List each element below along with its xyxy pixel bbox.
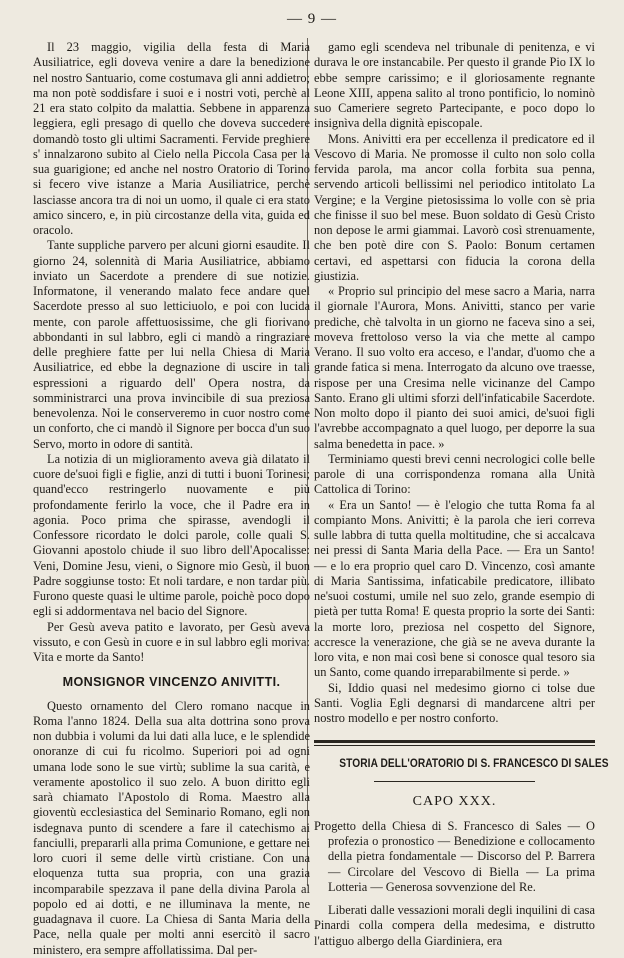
paragraph: Liberati dalle vessazioni morali degli inquilini di casa Pinardi colla compera della medesima, e distrutto l'attiguo albergo della Giardiniera, era (314, 903, 595, 948)
page-number: — 9 — (287, 11, 337, 27)
paragraph: Mons. Anivitti era per eccellenza il predicatore ed il Vescovo di Maria. Ne promosse il culto non solo colla fervida parola, ma ancor colla forbita sua penna, servendo articoli bellissimi nel periodico intitolato La Vergine; e la Vergine pietosissima lo volle con sè pria che finisse il suo bel mese. Buon soldato di Gesù Cristo non depose le armi giammai. Lavorò così strenuamente, che ben potè dire con S. Paolo: Bonum certamen certavi, ed aspettarsi con fiducia la corona della giustizia. (314, 131, 595, 283)
paragraph: Questo ornamento del Clero romano nacque in Roma l'anno 1824. Della sua alta dottrina sono prova non dubbia i volumi da lui dati alla luce, e le splendide onoranze di cui fu ricolmo. Superiori poi ad ogni umana lode sono le sue virtù; sublime la sua carità, e veramente apostolico il suo zelo. A buon diritto egli sarà chiamato l'Apostolo di Roma. Maestro alla gioventù ecclesiastica del Seminario Romano, egli non isdegnava punto di scendere a fare il catechismo ai fanciulli, prepararli alla prima Comunione, e gettare nei loro cuori il seme delle virtù cristiane. Con una eloquenza tutta sua propria, con una grazia incomparabile spezzava il pane della divina Parola al popolo ed ai dotti, e ne illuminava la mente, ne guadagnava il cuore. La Chiesa di Santa Maria della Pace, nella quale per molti anni esercitò il sacro ministero, era sempre affollatissima. Dal per- (33, 698, 310, 957)
section-double-rule (314, 740, 595, 746)
paragraph: Si, Iddio quasi nel medesimo giorno ci tolse due Santi. Voglia Egli degnarsi di mandarcene altri per nostro modello e per nostro conforto. (314, 680, 595, 725)
paragraph: Il 23 maggio, vigilia della festa di Maria Ausiliatrice, egli doveva venire a dare la benedizione nel nostro Santuario, come costumava gli anni addietro; ma non potè soddisfare i suoi e i nostri voti, perchè al 21 era stato colpito da malattia. Sebbene in apparenza leggiera, egli presago di quello che doveva succedere domandò tosto gli ultimi Sacramenti. Fervide preghiere s' innalzarono subito al Cielo nella Piccola Casa per la sua guarigione; ed anche nel nostro Oratorio di Torino si fecero vive istanze a Maria Ausiliatrice, perchè lasciasse ancora tra di noi un uomo, il quale ci era stato amico sincero, e, in più circostanze della vita, guida ed oracolo. (33, 40, 310, 237)
chapter-heading: CAPO XXX. (412, 793, 497, 809)
left-column (33, 40, 310, 958)
right-column (314, 40, 609, 949)
paragraph: « Era un Santo! — è l'elogio che tutta Roma fa al compianto Mons. Anivitti; è la parola che ieri correva sulle labbra di tutta quella moltitudine, che si accalcava nei pressi di Santa Maria della Pace. — Era un Santo! — e lo era proprio quel caro D. Vincenzo, così amante di Maria Santissima, infaticabile predicatore, illibato ne'suoi costumi, umile nel suo zelo, grande esempio di pietà per tutta Roma! E questa proprio la sorte dei Santi: la morte loro, preziosa nel cospetto del Signore, accresce la venerazione, che già se ne aveva durante la loro vita, e non mai così bene si conosce qual tesoro sia un Santo, come quando irreparabilmente si perde. » (314, 497, 595, 680)
paragraph: gamo egli scendeva nel tribunale di penitenza, e vi durava le ore instancabile. Per questo il grande Pio IX lo ebbe sempre carissimo; e il gloriosamente regnante Leone XIII, appena salito al trono pontificio, lo nominò suo Cameriere segreto Partecipante, e poco dopo lo insignìva della dignità episcopale. (314, 40, 595, 131)
paragraph: La notizia di un miglioramento aveva già dilatato il cuore de'suoi figli e figlie, anzi di tutti i buoni Torinesi; quand'ecco restringerlo nuovamente e più profondamente ferirlo la voce, che il Padre era in agonia. Poco prima che spirasse, avendogli il Confessore ricordato le dolci parole, colle quali S. Giovanni apostolo chiude il suo libro dell'Apocalisse: Veni, Domine Jesu, vieni, o Signore mio Gesù, il buon Padre soggiunse tosto: Et noli tardare, e non tardar più. Furono queste quasi le ultime parole, poichè poco dopo egli si addormentava nel bacio del Signore. (33, 451, 310, 619)
paragraph: Tante suppliche parvero per alcuni giorni esaudite. Il giorno 24, solennità di Maria Ausiliatrice, abbiamo inviato un Sacerdote a prendere di sue notizie. Informatone, il venerando malato fece andare quel Sacerdote presso al suo letticiuolo, e poi con lucida mente, con parole affettuosissime, che gli fiorivano abbondanti in sul labbro, egli ci mandò a ringraziare delle preghiere fatte per lui nella Chiesa di Maria Ausiliatrice, ed ebbe la degnazione di uscire in tali espressioni a riguardo dell' Opera nostra, da somministrarci una prova invincibile di sua preziosa benevolenza. Noi le conserveremo in cuor nostro come un conforto, che ci mandò il Signore per bocca d'un suo Servo, morto in odore di santità. (33, 238, 310, 451)
chapter-summary: Progetto della Chiesa di S. Francesco di Sales — O profezia o pronostico — Benedizione e collocamento della pietra fondamentale — Discorso del P. Barrera — Circolare del Vescovo di Biella — La prima Lotteria — Generosa sovvenzione del Re. (314, 818, 595, 894)
paragraph: « Proprio sul principio del mese sacro a Maria, narra il giornale l'Aurora, Mons. Anivitti, stanco per varie prediche, chè talvolta in un giorno ne faceva sino a sei, moveva frettoloso verso la via che mette al campo Verano. Il suo volto era acceso, e l'andar, d'uomo che a grande fatica si mena. Interrogato da alcuno ove traesse, rispose per una Cresima nelle vicinanze del Campo Santo. Erano gli ultimi sforzi dell'infaticabile Sacerdote. Non molto dopo il pianto dei suoi amici, de'suoi figli l'avrebbe accompagnato a quel luogo, per deporre la sua salma benedetta in pace. » (314, 284, 595, 451)
title-rule (374, 781, 535, 782)
story-title: STORIA DELL'ORATORIO DI S. FRANCESCO DI SALES (339, 756, 609, 771)
paragraph: Per Gesù aveva patito e lavorato, per Gesù aveva vissuto, e con Gesù in cuore e in sul labbro egli moriva: Vita e morte da Santo! (33, 619, 310, 664)
section-heading: MONSIGNOR VINCENZO ANIVITTI. (62, 675, 281, 690)
paragraph: Terminiamo questi brevi cenni necrologici colle belle parole di una corrispondenza romana alla Unità Cattolica di Torino: (314, 451, 595, 497)
